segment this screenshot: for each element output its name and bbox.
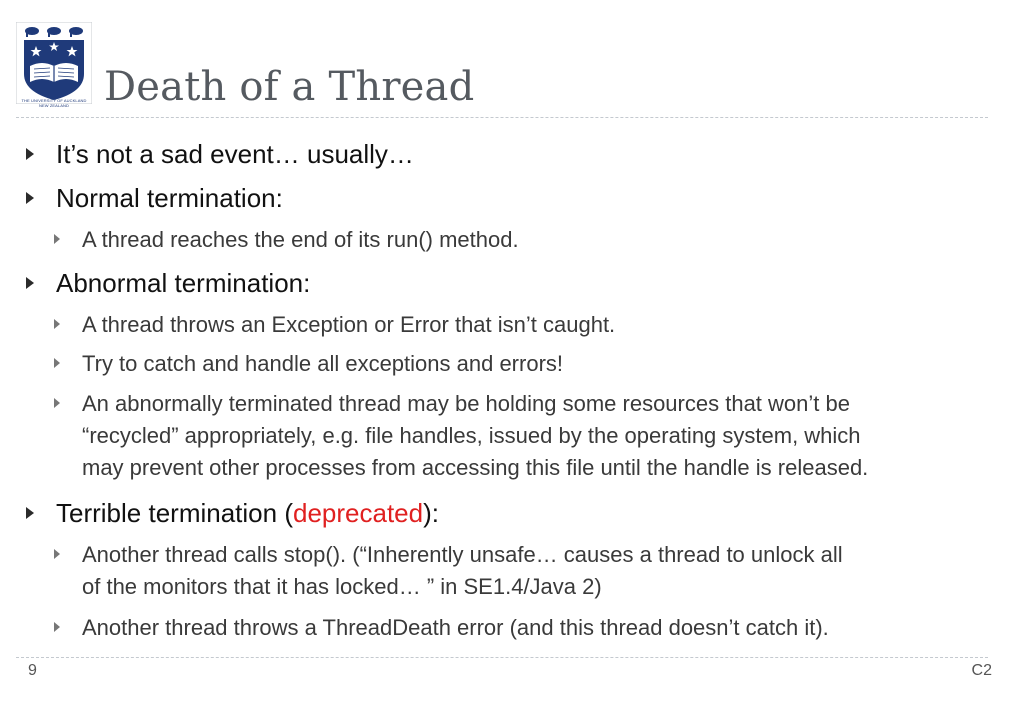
sub-bullet-stop-call	[54, 539, 984, 603]
slide-title: Death of a Thread	[104, 64, 475, 110]
sub-bullet-text: Try to catch and handle all exceptions and errors!	[82, 351, 564, 376]
logo-caption-line2: NEW ZEALAND	[39, 103, 69, 108]
sub-bullet-arrow-icon	[54, 319, 60, 329]
bullet-arrow-icon	[26, 277, 34, 289]
sub-bullet-catch-errors	[54, 348, 984, 380]
deprecated-highlight: deprecated	[292, 498, 424, 528]
university-logo	[16, 22, 92, 110]
bullet-text: Abnormal termination:	[56, 268, 311, 298]
bullet-text: It’s not a sad event… usually…	[56, 139, 414, 169]
sub-bullet-arrow-icon	[54, 549, 60, 559]
university-crest-icon	[16, 22, 92, 104]
bullet-arrow-icon	[26, 192, 34, 204]
bullet-normal-termination	[26, 182, 283, 214]
logo-caption	[14, 98, 94, 108]
bullet-arrow-icon	[26, 148, 34, 160]
sub-bullet-uncaught-exception	[54, 309, 984, 341]
sub-bullet-arrow-icon	[54, 398, 60, 408]
sub-bullet-text: A thread throws an Exception or Error that isn’t caught.	[82, 312, 616, 337]
sub-bullet-threaddeath	[54, 612, 984, 644]
sub-bullet-text	[82, 539, 843, 603]
sub-bullet-text: A thread reaches the end of its run() method.	[82, 227, 519, 252]
logo-caption-line1: THE UNIVERSITY OF AUCKLAND	[21, 98, 87, 103]
sub-bullet-resources	[54, 388, 984, 484]
sub-bullet-arrow-icon	[54, 622, 60, 632]
sub-bullet-line: of the monitors that it has locked… ” in SE1.4/Java 2)	[82, 574, 602, 599]
sub-bullet-line: An abnormally terminated thread may be holding some resources that won’t be	[82, 391, 850, 416]
bullet-text-after: ):	[423, 498, 439, 528]
sub-bullet-text	[82, 388, 868, 484]
title-divider	[16, 117, 988, 118]
sub-bullet-arrow-icon	[54, 234, 60, 244]
bullet-abnormal-termination	[26, 267, 310, 299]
sub-bullet-run-method	[54, 224, 984, 256]
sub-bullet-line: Another thread calls stop(). (“Inherently unsafe… causes a thread to unlock all	[82, 542, 843, 567]
page-number: 9	[28, 662, 37, 679]
course-code: C2	[971, 662, 992, 679]
bullet-text: Normal termination:	[56, 183, 283, 213]
sub-bullet-text: Another thread throws a ThreadDeath error (and this thread doesn’t catch it).	[82, 615, 829, 640]
bullet-arrow-icon	[26, 507, 34, 519]
bullet-text	[56, 497, 439, 529]
sub-bullet-line: “recycled” appropriately, e.g. file handles, issued by the operating system, which	[82, 423, 861, 448]
bullet-sad-event	[26, 138, 414, 170]
sub-bullet-line: may prevent other processes from accessing this file until the handle is released.	[82, 455, 869, 480]
sub-bullet-arrow-icon	[54, 358, 60, 368]
bullet-text-before: Terrible termination (	[56, 498, 293, 528]
footer-divider	[16, 657, 988, 658]
bullet-terrible-termination	[26, 497, 439, 529]
